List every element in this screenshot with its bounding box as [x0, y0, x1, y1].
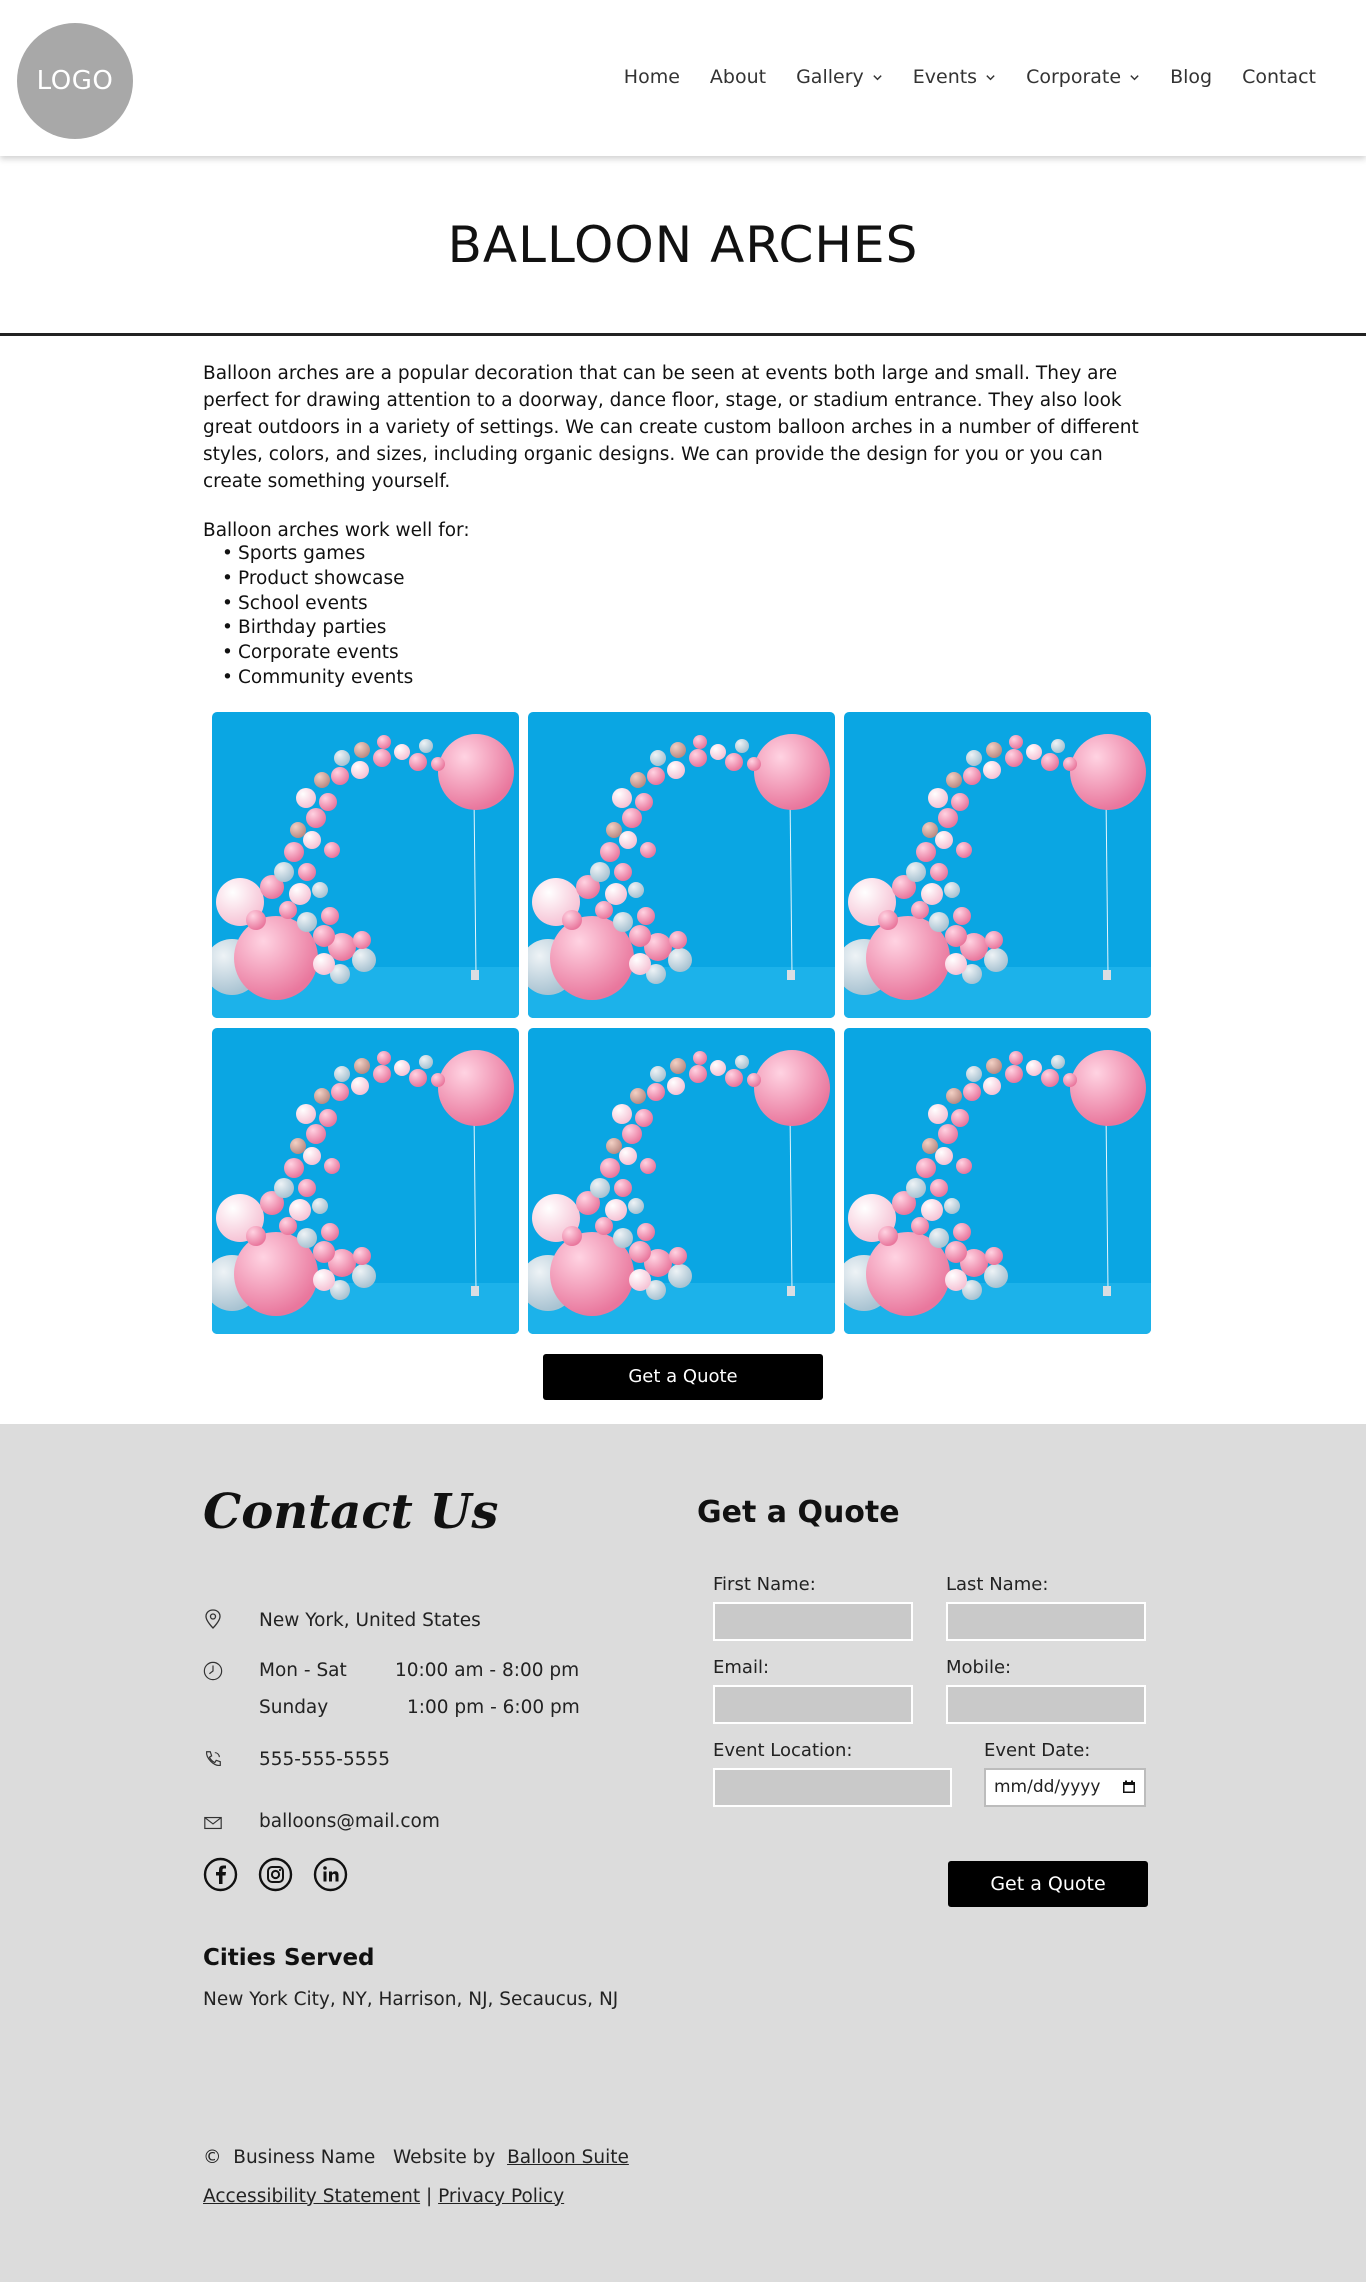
intro-paragraph: Balloon arches are a popular decoration that can be seen at events both large and small. They are perfect for drawing attention to a doorway, dance floor, stage, or stadium entrance. They also look great outdoors in a variety of settings. We can create custom balloon arches in a number of different styles, colors, and sizes, including organic designs. We can provide the design for you or you can create something yourself.	[203, 363, 1139, 492]
uses-lead: Balloon arches work well for:	[203, 520, 470, 541]
event-date-placeholder: mm/dd/yyyy	[994, 1777, 1101, 1798]
contact-title: Contact Us	[203, 1483, 499, 1540]
page-title: BALLOON ARCHES	[447, 215, 919, 274]
gallery-photo[interactable]	[528, 712, 835, 1018]
location-pin-icon	[203, 1608, 223, 1630]
submit-quote-button[interactable]: Get a Quote	[948, 1861, 1148, 1907]
chevron-down-icon	[985, 72, 996, 83]
phone-icon	[203, 1748, 223, 1770]
nav-about[interactable]	[710, 66, 766, 88]
list-item: • Product showcase	[238, 567, 1163, 592]
nav-home-label: Home	[623, 66, 680, 88]
balloon-arch-photo	[844, 1028, 1151, 1334]
event-location-field[interactable]	[713, 1768, 952, 1807]
list-item: • Corporate events	[238, 641, 1163, 666]
cities-title: Cities Served	[203, 1944, 375, 1971]
gallery-photo[interactable]	[212, 1028, 519, 1334]
event-date-field[interactable]	[984, 1768, 1146, 1807]
hours-days-1: Mon - Sat	[259, 1659, 347, 1681]
list-item: • Birthday parties	[238, 616, 1163, 641]
nav-contact[interactable]	[1242, 66, 1316, 88]
main-nav	[624, 66, 1316, 88]
event-date-label: Event Date:	[984, 1739, 1091, 1761]
hours-time-2: 1:00 pm - 6:00 pm	[407, 1696, 580, 1718]
website-by-text: Website by	[392, 2146, 496, 2168]
facebook-icon[interactable]	[203, 1857, 238, 1892]
balloon-arch-photo	[528, 712, 835, 1018]
email-label: Email:	[713, 1656, 770, 1678]
hours-days-2: Sunday	[259, 1696, 329, 1718]
cta-wrap	[203, 1354, 1163, 1400]
site-footer	[0, 1424, 1366, 2282]
nav-gallery[interactable]	[796, 66, 883, 88]
gallery-photo[interactable]	[212, 712, 519, 1018]
legal-separator: |	[425, 2185, 433, 2207]
gallery-grid	[212, 712, 1163, 1334]
chevron-down-icon	[872, 72, 883, 83]
first-name-field[interactable]	[713, 1602, 913, 1641]
logo-text: LOGO	[36, 66, 114, 96]
quote-form-title: Get a Quote	[697, 1494, 900, 1530]
last-name-field[interactable]	[946, 1602, 1146, 1641]
nav-corporate[interactable]	[1026, 66, 1140, 88]
gallery-photo[interactable]	[528, 1028, 835, 1334]
list-item: • School events	[238, 592, 1163, 617]
hours-time-1: 10:00 am - 8:00 pm	[395, 1659, 580, 1681]
chevron-down-icon	[1129, 72, 1140, 83]
email-field[interactable]	[713, 1685, 913, 1724]
balloon-arch-photo	[844, 712, 1151, 1018]
social-links	[203, 1857, 348, 1892]
copyright	[203, 2147, 629, 2168]
main-content	[203, 336, 1163, 1400]
clock-icon	[203, 1660, 223, 1682]
phone-text[interactable]: 555-555-5555	[259, 1748, 391, 1770]
business-name: Business Name	[233, 2146, 376, 2168]
nav-events-label: Events	[912, 66, 978, 88]
mobile-field[interactable]	[946, 1685, 1146, 1724]
location-text: New York, United States	[259, 1609, 481, 1631]
nav-corporate-label: Corporate	[1026, 66, 1122, 88]
site-header	[0, 0, 1366, 156]
title-band	[0, 156, 1366, 336]
event-location-label: Event Location:	[713, 1739, 853, 1761]
list-item: • Community events	[238, 666, 1163, 691]
footer-inner	[203, 1424, 1163, 2282]
nav-about-label: About	[709, 66, 767, 88]
nav-blog-label: Blog	[1170, 66, 1213, 88]
first-name-label: First Name:	[713, 1573, 816, 1595]
balloon-arch-photo	[212, 1028, 519, 1334]
uses-list	[203, 542, 1163, 691]
accessibility-link[interactable]: Accessibility Statement	[203, 2185, 421, 2207]
logo[interactable]	[17, 23, 133, 139]
mobile-label: Mobile:	[946, 1656, 1012, 1678]
nav-home[interactable]	[624, 66, 680, 88]
nav-blog[interactable]	[1170, 66, 1212, 88]
nav-gallery-label: Gallery	[796, 66, 864, 88]
last-name-label: Last Name:	[946, 1573, 1049, 1595]
mail-icon	[203, 1812, 223, 1834]
get-quote-button[interactable]: Get a Quote	[543, 1354, 823, 1400]
legal-links	[203, 2186, 564, 2207]
balloon-arch-photo	[212, 712, 519, 1018]
list-item: • Sports games	[238, 542, 1163, 567]
copyright-symbol: ©	[203, 2146, 222, 2168]
nav-contact-label: Contact	[1242, 66, 1316, 88]
calendar-icon[interactable]	[1122, 1780, 1136, 1794]
linkedin-icon[interactable]	[313, 1857, 348, 1892]
privacy-link[interactable]: Privacy Policy	[438, 2185, 565, 2207]
gallery-photo[interactable]	[844, 1028, 1151, 1334]
cities-text: New York City, NY, Harrison, NJ, Secaucus, NJ	[203, 1988, 619, 2010]
email-text[interactable]: balloons@mail.com	[259, 1810, 440, 1832]
balloon-suite-link[interactable]: Balloon Suite	[507, 2146, 629, 2168]
gallery-photo[interactable]	[844, 712, 1151, 1018]
instagram-icon[interactable]	[258, 1857, 293, 1892]
nav-events[interactable]	[913, 66, 996, 88]
balloon-arch-photo	[528, 1028, 835, 1334]
